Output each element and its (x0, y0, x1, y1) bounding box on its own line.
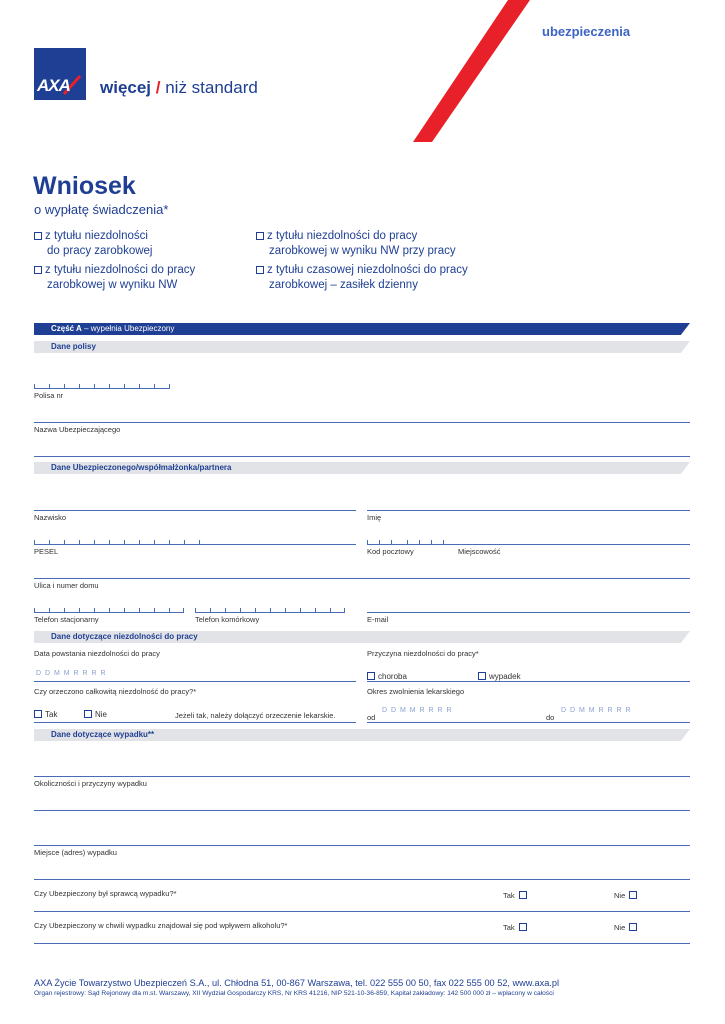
cause-accident-option[interactable]: wypadek (478, 672, 521, 681)
postal-code-field[interactable] (367, 539, 690, 545)
city-label: Miejscowość (458, 547, 501, 556)
phone-landline-label: Telefon stacjonarny (34, 615, 99, 624)
option-daily-allowance[interactable]: z tytułu czasowej niezdolności do pracy zarobkowej – zasiłek dzienny (256, 263, 468, 293)
section-policy: Dane polisy (34, 341, 690, 353)
incapacity-cause-label: Przyczyna niezdolności do pracy* (367, 649, 479, 658)
tagline-top: ubezpieczenia (542, 24, 631, 39)
street-label: Ulica i numer domu (34, 581, 99, 590)
checkbox-icon[interactable] (256, 232, 264, 240)
divider (34, 722, 356, 723)
phone-landline-field[interactable] (34, 607, 184, 613)
checkbox-icon[interactable] (367, 672, 375, 680)
divider (367, 681, 690, 682)
leave-from-label: od (367, 713, 376, 722)
slogan: więcej / niż standard (100, 78, 258, 97)
divider (34, 943, 690, 944)
checkbox-icon[interactable] (519, 891, 527, 899)
footer-address: AXA Życie Towarzystwo Ubezpieczeń S.A., ul. Chłodna 51, 00-867 Warszawa, tel. 022 555 00 50, fax 022 555 00 52, www.axa.pl (34, 978, 560, 988)
incapacity-date-label: Data powstania niezdolności do pracy (34, 649, 160, 658)
alcohol-question: Czy Ubezpieczony w chwili wypadku znajdował się pod wpływem alkoholu?* (34, 921, 288, 930)
divider (367, 722, 690, 723)
total-incapacity-question: Czy orzeczono całkowitą niezdolność do pracy?* (34, 687, 197, 696)
checkbox-icon[interactable] (519, 923, 527, 931)
slogan-rest: niż standard (165, 78, 258, 97)
checkbox-icon[interactable] (629, 923, 637, 931)
policy-number-label: Polisa nr (34, 391, 64, 400)
brand-stripe (0, 0, 725, 150)
accident-place-field[interactable] (34, 845, 690, 846)
footer-registration: Organ rejestrowy: Sąd Rejonowy dla m.st. Warszawy, XII Wydział Gospodarczy KRS, Nr KRS 41216, NIP 521-10-36-859, Kapitał zakładowy: 142 500 000 zł – wpłacony w całości (34, 990, 554, 997)
first-name-field[interactable] (367, 510, 690, 511)
divider (34, 879, 690, 880)
part-a-header: Część A – wypełnia Ubezpieczony (34, 323, 690, 335)
page-title: Wniosek (33, 172, 136, 200)
divider (34, 681, 356, 682)
divider (34, 911, 690, 912)
total-incapacity-yes[interactable]: Tak (34, 710, 57, 719)
leave-to-field[interactable]: D D M M R R R R (561, 707, 632, 714)
first-name-label: Imię (367, 513, 382, 522)
phone-mobile-label: Telefon komórkowy (195, 615, 260, 624)
perpetrator-question: Czy Ubezpieczony był sprawcą wypadku?* (34, 889, 177, 898)
checkbox-icon[interactable] (84, 710, 92, 718)
checkbox-icon[interactable] (478, 672, 486, 680)
perpetrator-no[interactable]: Nie (614, 891, 640, 900)
axa-logo (34, 48, 86, 100)
leave-from-field[interactable]: D D M M R R R R (382, 707, 453, 714)
email-label: E-mail (367, 615, 389, 624)
policyholder-label: Nazwa Ubezpieczającego (34, 425, 121, 434)
total-incapacity-no[interactable]: Nie (84, 710, 107, 719)
page-subtitle: o wypłatę świadczenia* (34, 202, 169, 217)
email-field[interactable] (367, 612, 690, 613)
certificate-note: Jeżeli tak, należy dołączyć orzeczenie lekarskie. (175, 711, 336, 720)
circumstances-field[interactable] (34, 776, 690, 777)
logo-text: AXA (37, 76, 70, 95)
circumstances-label: Okoliczności i przyczyny wypadku (34, 779, 147, 788)
perpetrator-yes[interactable]: Tak (503, 891, 530, 900)
surname-field[interactable] (34, 510, 356, 511)
pesel-field[interactable] (34, 539, 356, 545)
checkbox-icon[interactable] (629, 891, 637, 899)
policy-number-field[interactable] (34, 383, 170, 389)
postal-code-label: Kod pocztowy (367, 547, 414, 556)
divider (34, 456, 690, 457)
phone-mobile-field[interactable] (195, 607, 345, 613)
slogan-bold: więcej (100, 78, 152, 97)
surname-label: Nazwisko (34, 513, 67, 522)
alcohol-no[interactable]: Nie (614, 923, 640, 932)
option-incapacity-nw-work[interactable]: z tytułu niezdolności do pracy zarobkowej w wyniku NW przy pracy (256, 229, 456, 259)
accident-place-label: Miejsce (adres) wypadku (34, 848, 117, 857)
checkbox-icon[interactable] (34, 710, 42, 718)
option-incapacity-nw[interactable]: z tytułu niezdolności do pracy zarobkowej w wyniku NW (34, 263, 195, 293)
checkbox-icon[interactable] (34, 232, 42, 240)
alcohol-yes[interactable]: Tak (503, 923, 530, 932)
option-incapacity[interactable]: z tytułu niezdolności do pracy zarobkowej (34, 229, 152, 259)
section-insured: Dane Ubezpieczonego/współmałżonka/partnera (34, 462, 690, 474)
section-accident: Dane dotyczące wypadku** (34, 729, 690, 741)
leave-to-label: do (546, 713, 555, 722)
sick-leave-label: Okres zwolnienia lekarskiego (367, 687, 465, 696)
checkbox-icon[interactable] (256, 266, 264, 274)
pesel-label: PESEL (34, 547, 59, 556)
checkbox-icon[interactable] (34, 266, 42, 274)
cause-illness-option[interactable]: choroba (367, 672, 407, 681)
incapacity-date-field[interactable]: D D M M R R R R (36, 670, 107, 677)
section-incapacity: Dane dotyczące niezdolności do pracy (34, 631, 690, 643)
policyholder-field[interactable] (34, 422, 690, 423)
circumstances-field-line2[interactable] (34, 810, 690, 811)
street-field[interactable] (34, 578, 690, 579)
